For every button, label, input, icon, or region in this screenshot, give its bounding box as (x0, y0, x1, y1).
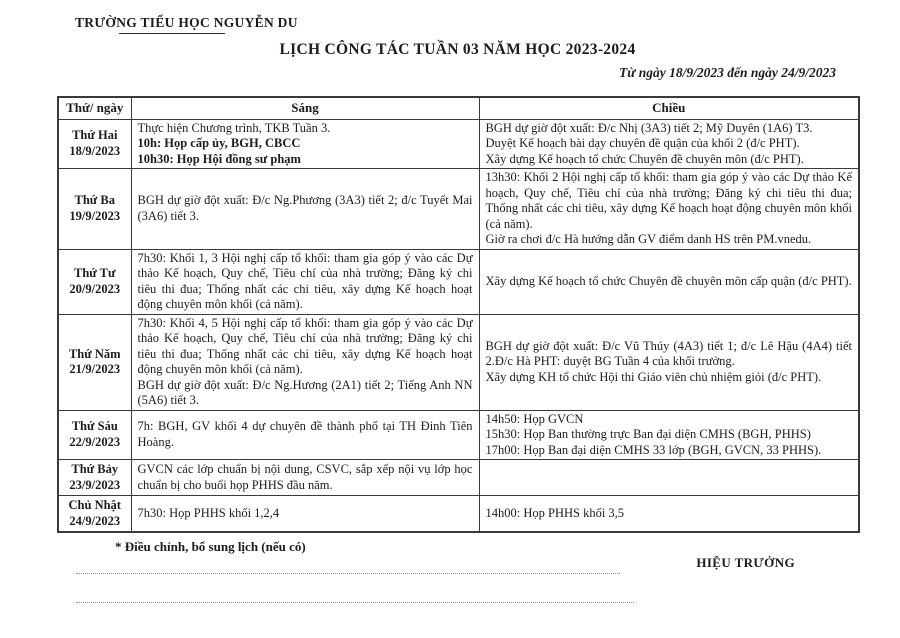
subtitle-row (57, 64, 836, 82)
page-title: LỊCH CÔNG TÁC TUẦN 03 NĂM HỌC 2023-2024 (279, 41, 636, 58)
schedule-entry: 14h00: Họp PHHS khối 3,5 (485, 505, 625, 520)
schedule-entry: 10h: Họp cấp ủy, BGH, CBCC (137, 136, 301, 150)
morning-cell (131, 410, 479, 460)
afternoon-cell (479, 410, 859, 460)
day-cell (58, 249, 131, 314)
schedule-entry: Xây dựng KH tổ chức Hội thi Giáo viên chủ nhiệm giỏi (đ/c PHT). (485, 369, 822, 384)
afternoon-cell (479, 249, 859, 314)
schedule-entry: 10h30: Họp Hội đồng sư phạm (137, 151, 301, 166)
date-label: 24/9/2023 (69, 513, 121, 528)
date-label: 23/9/2023 (69, 477, 121, 492)
schedule-entry: 7h: BGH, GV khối 4 dự chuyên đề thành phố tại TH Đinh Tiên Hoàng. (137, 419, 473, 449)
schedule-entry: 7h30: Họp PHHS khối 1,2,4 (137, 505, 280, 520)
schedule-entry: 13h30: Khối 2 Hội nghị cấp tổ khối: tham gia góp ý vào các Dự thảo Kế hoạch, Quy chế, Tiêu chí của nhà trường; Đăng ký chi tiêu thi đua; Thống nhất các chi tiêu, xây dựng Kế hoạch hoạt động chuyên môn khối (cả năm). (485, 170, 852, 231)
day-label: Chủ Nhật (68, 498, 121, 512)
morning-cell (131, 460, 479, 496)
table-row (58, 249, 859, 314)
schedule-body (58, 119, 859, 532)
schedule-entry: Duyệt Kế hoạch bài dạy chuyên đề quận của khối 2 (đ/c PHT). (485, 136, 800, 150)
date-range: Từ ngày 18/9/2023 đến ngày 24/9/2023 (619, 65, 836, 80)
schedule-entry: 14h50: Họp GVCN (485, 411, 584, 426)
schedule-entry: GVCN các lớp chuẩn bị nội dung, CSVC, sắp xếp nội vụ lớp học chuẩn bị cho buổi họp PHHS đầu năm. (137, 462, 473, 492)
day-cell (58, 460, 131, 496)
date-label: 21/9/2023 (69, 362, 121, 376)
day-label: Thứ Năm (68, 346, 121, 361)
column-header-morning: Sáng (131, 97, 479, 119)
day-label: Thứ Tư (73, 266, 116, 280)
afternoon-cell (479, 314, 859, 410)
adjustment-note: * Điều chỉnh, bổ sung lịch (nếu có) (115, 539, 306, 554)
schedule-entry: BGH dự giờ đột xuất: Đ/c Ng.Hương (2A1) tiết 2; Tiếng Anh NN (5A6) tiết 3. (137, 377, 473, 407)
day-label: Thứ Sáu (71, 419, 118, 434)
day-cell (58, 119, 131, 169)
title-row (57, 41, 858, 59)
morning-cell (131, 169, 479, 250)
school-name: TRƯỜNG TIỂU HỌC NGUYỄN DU (75, 15, 298, 30)
schedule-entry: Xây dựng Kế hoạch tổ chức Chuyên đề chuyên môn (đ/c PHT). (485, 151, 804, 166)
morning-cell (131, 119, 479, 169)
signature-line (76, 573, 620, 574)
morning-cell (131, 496, 479, 533)
afternoon-cell (479, 119, 859, 169)
column-header-afternoon: Chiều (479, 97, 859, 119)
day-cell (58, 410, 131, 460)
schedule-table (57, 96, 860, 533)
date-label: 22/9/2023 (69, 434, 121, 449)
date-label: 20/9/2023 (69, 281, 121, 296)
day-label: Thứ Bảy (71, 462, 119, 476)
table-row (58, 119, 859, 169)
afternoon-cell (479, 169, 859, 250)
table-row (58, 496, 859, 533)
day-cell (58, 169, 131, 250)
principal-signature-title: HIỆU TRƯỞNG (696, 555, 795, 570)
day-label: Thứ Hai (72, 128, 118, 143)
schedule-entry: 17h00: Họp Ban đại diện CMHS 33 lớp (BGH, GVCN, 33 PHHS). (485, 442, 822, 457)
date-label: 18/9/2023 (69, 143, 121, 158)
morning-cell (131, 314, 479, 410)
schedule-entry: Thực hiện Chương trình, TKB Tuần 3. (137, 120, 331, 135)
school-name-underline (119, 33, 225, 34)
day-cell (58, 496, 131, 533)
schedule-entry: 7h30: Khối 4, 5 Hội nghị cấp tổ khối: tham gia góp ý vào các Dự thảo Kế hoạch, Quy chế, Tiêu chí của nhà trường; Đăng ký chi tiêu thi đua; Thống nhất các chi tiêu, xây dựng Kế hoạch hoạt động chuyên môn khối (cả năm). (137, 315, 473, 376)
afternoon-cell (479, 496, 859, 533)
schedule-entry: Xây dựng Kế hoạch tổ chức Chuyên đề chuyên môn cấp quận (đ/c PHT). (485, 273, 852, 288)
schedule-entry: BGH dự giờ đột xuất: Đ/c Nhị (3A3) tiết 2; Mỹ Duyên (1A6) T3. (485, 120, 813, 135)
schedule-entry: 15h30: Họp Ban thường trực Ban đại diện CMHS (BGH, PHHS) (485, 427, 811, 441)
afternoon-cell (479, 460, 859, 496)
schedule-entry: BGH dự giờ đột xuất: Đ/c Vũ Thúy (4A3) tiết 1; đ/c Lê Hậu (4A4) tiết 2.Đ/c Hà PHT: duyệt BG Tuần 4 của khối trưởng. (485, 338, 852, 369)
schedule-entry: BGH dự giờ đột xuất: Đ/c Ng.Phương (3A3) tiết 2; đ/c Tuyết Mai (3A6) tiết 3. (137, 193, 473, 223)
table-header (58, 97, 859, 119)
table-row (58, 460, 859, 496)
table-row (58, 314, 859, 410)
signature-line (76, 602, 634, 603)
day-label: Thứ Ba (74, 193, 115, 208)
schedule-entry: 7h30: Khối 1, 3 Hội nghị cấp tổ khối: tham gia góp ý vào các Dự thảo Kế hoạch, Quy chế, Tiêu chí của nhà trường; Đăng ký chi tiêu thi đua; Thống nhất các chi tiêu, xây dựng Kế hoạch hoạt động chuyên môn khối (cả năm). (137, 250, 473, 311)
morning-cell (131, 249, 479, 314)
table-row (58, 410, 859, 460)
table-row (58, 169, 859, 250)
day-cell (58, 314, 131, 410)
column-header-day: Thứ/ ngày (58, 97, 131, 119)
date-label: 19/9/2023 (69, 208, 121, 223)
schedule-entry: Giờ ra chơi đ/c Hà hướng dẫn GV điểm danh HS trên PM.vnedu. (485, 232, 812, 246)
